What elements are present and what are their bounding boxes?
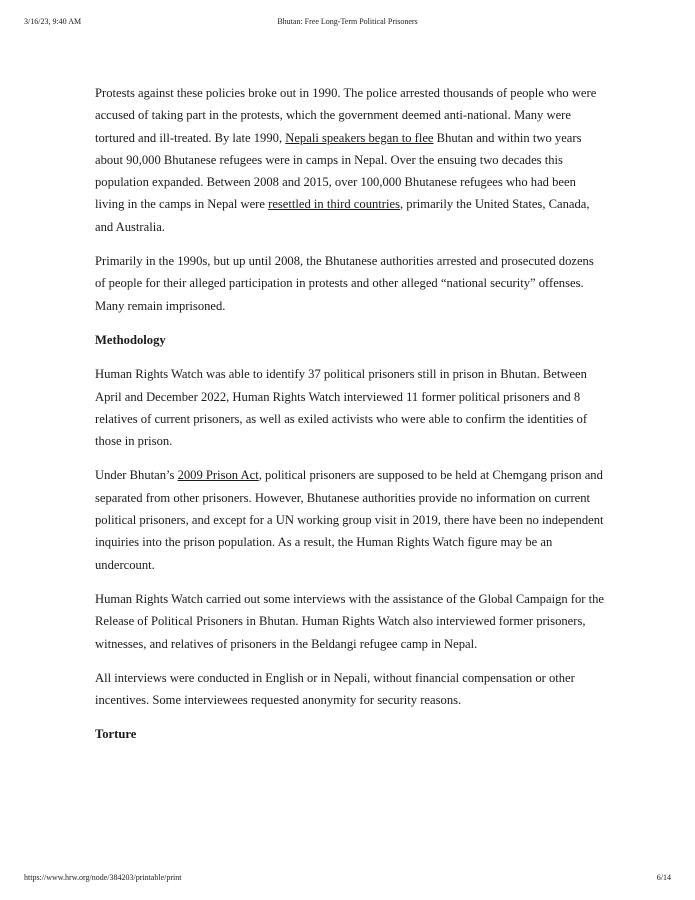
paragraph-prison-act [95,464,605,575]
paragraph-identified-prisoners: Human Rights Watch was able to identify 37 political prisoners still in prison in Bhutan. Between April and December 2022, Human Rights Watch interviewed 11 former political prisoners and 8 relatives of current prisoners, as well as exiled activists who were able to confirm the identities of those in prison. [95,367,588,449]
print-page-title: Bhutan: Free Long-Term Political Prisoners [277,17,418,26]
print-datetime: 3/16/23, 9:40 AM [24,17,82,26]
heading-torture: Torture [95,727,137,742]
print-header [24,16,671,28]
paragraph-arrests: Primarily in the 1990s, but up until 2008, the Bhutanese authorities arrested and prosecuted dozens of people for their alleged participation in protests and other alleged “national security” offenses. Many remain imprisoned. [95,254,594,313]
paragraph-text: Bhutan and within two years about 90,000 Bhutanese refugees were in camps in Nepal. Over the ensuing two decades this population expanded. Between 2008 and 2015, over 100,000 Bhutanese refugees who had been living in the camps in Nepal were [95,130,582,212]
print-url: https://www.hrw.org/node/384203/printable/print [24,873,182,882]
link-resettled-third-countries[interactable]: resettled in third countries [268,197,400,212]
page-number: 6/14 [656,873,671,882]
link-2009-prison-act[interactable]: 2009 Prison Act [177,468,259,483]
link-nepali-speakers-flee[interactable]: Nepali speakers began to flee [285,130,434,145]
paragraph-text: , political prisoners are supposed to be held at Chemgang prison and separated from other prisoners. However, Bhutanese authorities provide no information on current political prisoners, and except for a UN working group visit in 2019, there have been no independent inquiries into the prison population. As a result, the Human Rights Watch figure may be an undercount. [95,468,604,572]
print-footer [24,872,671,884]
paragraph-text: Protests against these policies broke out in 1990. The police arrested thousands of people who were accused of taking part in the protests, which the government deemed anti-national. Many were tortured and ill-treated. By late 1990, [95,86,597,145]
heading-methodology: Methodology [95,332,166,347]
paragraph-protests [95,82,605,238]
paragraph-text: Under Bhutan’s [95,468,178,483]
paragraph-interview-conditions: All interviews were conducted in English or in Nepali, without financial compensation or other incentives. Some interviewees requested anonymity for security reasons. [95,670,575,708]
article-body [95,82,605,758]
paragraph-text: , primarily the United States, Canada, and Australia. [95,197,590,234]
paragraph-interviews-assistance: Human Rights Watch carried out some interviews with the assistance of the Global Campaign for the Release of Political Prisoners in Bhutan. Human Rights Watch also interviewed former prisoners, witnesses, and relatives of prisoners in the Beldangi refugee camp in Nepal. [95,591,605,651]
